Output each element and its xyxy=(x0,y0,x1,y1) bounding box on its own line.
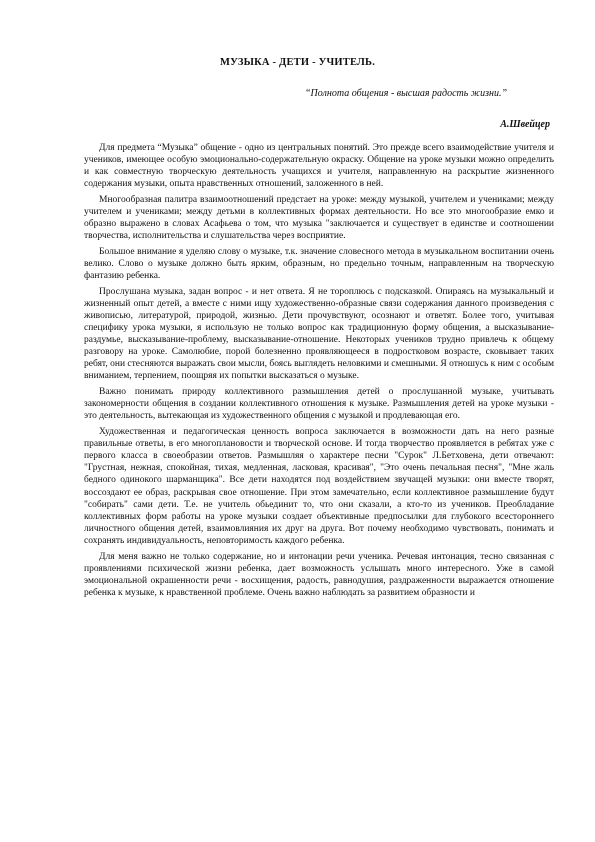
epigraph-author: А.Швейцер xyxy=(500,119,550,130)
paragraph: Художественная и педагогическая ценность вопроса заключается в возможности дать на него разные правильные ответы, в его многоплановости и творческой основе. И тогда творчество проявляется в ребятах уже с первого класса в своеобразии ответов. Размышляя о характере песни "Сурок" Л.Бетховена, дети отвечают: "Грустная, нежная, спокойная, тихая, медленная, ласковая, красивая", "Это очень печальная песня", "Мне жаль бедного одинокого шарманщика". Все дети находятся под воздействием звучащей музыки: они вместе творят, воссоздают ее образ, раскрывая свое отношение. При этом замечательно, если коллективное размышление будут "собирать" сами дети. Т.е. не учитель обьединит то, что они сказали, а кто-то из учеников. Преобладание коллективных форм работы на уроке музыки создает объективные предпосылки для глубокого всестороннего личностного общения детей, взаимовлияния их друг на друга. Вот почему необходимо чувствовать, понимать и сохранять индивидуальность, неповторимость каждого ребенка. xyxy=(84,427,554,546)
epigraph-quote: “Полнота общения - высшая радость жизни.” xyxy=(305,88,508,99)
paragraph: Важно понимать природу коллективного размышления детей о прослушанной музыке, учитывать закономерности общения в создании коллективного отношения к музыке. Размышления детей на уроке музыки - это деятельность, вытекающая из художественного общения с музыкой и продлевающая его. xyxy=(84,387,554,422)
paragraph: Прослушана музыка, задан вопрос - и нет ответа. Я не тороплюсь с подсказкой. Опираясь на музыкальный и жизненный опыт детей, а вместе с ними ищу художественно-образные связи содержания данного произведения с живописью, литературой, природой, жизнью. Дети прочувствуют, осознают и ответят. Более того, учитывая специфику урока музыки, я использую не только вопрос как традиционную форму общения, а высказывание-раздумье, высказывание-проблему, высказывание-отношение. Некоторых учеников трудно привлечь к общему разговору на уроке. Самолюбие, порой болезненно проявляющееся в подростковом возрасте, сковывает таких ребят, они стесняются выражать свои мысли, боясь выглядеть неловкими и смешными. Я отношусь к ним с особым вниманием, терпением, поощряя их попытки высказаться о музыке. xyxy=(84,286,554,382)
paragraph: Для меня важно не только содержание, но и интонации речи ученика. Речевая интонация, тесно связанная с проявлениями психической жизни ребенка, дает возможность услышать много интересного. Уже в самой эмоциональной окрашенности речи - восхищения, радость, равнодушия, раздраженности выражается отношение ребенка к музыке, к нравственной проблеме. Очень важно наблюдать за развитием образности и xyxy=(84,551,554,598)
paragraph: Для предмета “Музыка” общение - одно из центральных понятий. Это прежде всего взаимодействие учителя и учеников, имеющее особую эмоционально-содержательную окраску. Общение на уроке музыки можно определить и как совместную творческую деятельность учащихся и учителя, направленную на раскрытие жизненного содержания музыки, опыта нравственных отношений, заложенного в ней. xyxy=(84,143,554,190)
paragraph: Большое внимание я уделяю слову о музыке, т.к. значение словесного метода в музыкальном воспитании очень велико. Слово о музыке должно быть ярким, образным, но предельно точным, направленным на творческую фантазию ребенка. xyxy=(84,246,554,282)
body-text xyxy=(84,142,554,603)
paragraph: Многообразная палитра взаимоотношений предстает на уроке: между музыкой, учителем и учениками; между учителем и учениками; между детьми в коллективных формах деятельности. Но все это многообразие емко и образно выражено в словах Асафьева о том, что музыка "заключается и существует в единстве и соотношении творчества, исполнительства и слушательства через восприятие. xyxy=(84,194,554,242)
page-title: МУЗЫКА - ДЕТИ - УЧИТЕЛЬ. xyxy=(219,57,376,68)
